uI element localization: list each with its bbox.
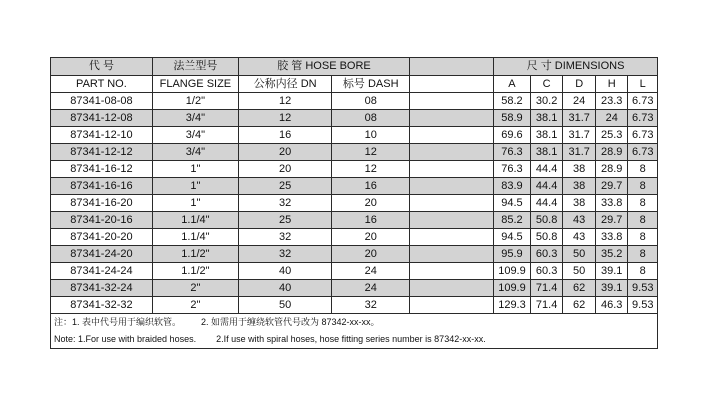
cell-h: 29.7 [595, 178, 628, 195]
cell-part: 87341-24-24 [51, 263, 153, 280]
row-spacer-cell [410, 297, 494, 314]
row-spacer-cell [410, 110, 494, 127]
cell-part: 87341-12-08 [51, 110, 153, 127]
header-flange-size: FLANGE SIZE [152, 76, 238, 93]
note-cn-1: 注：1. 表中代号用于编织软管。 [54, 317, 182, 327]
cell-c: 71.4 [530, 297, 563, 314]
cell-part: 87341-12-10 [51, 127, 153, 144]
cell-dash: 24 [332, 263, 410, 280]
cell-dn: 50 [238, 297, 331, 314]
row-spacer-cell [410, 263, 494, 280]
dimensions-table [50, 57, 658, 349]
cell-a: 69.6 [494, 127, 531, 144]
cell-flange: 1.1/2" [152, 246, 238, 263]
table-row [51, 263, 658, 280]
cell-dash: 08 [332, 93, 410, 110]
cell-h: 25.3 [595, 127, 628, 144]
cell-h: 39.1 [595, 280, 628, 297]
cell-c: 50.8 [530, 229, 563, 246]
note-cn-2: 2. 如需用于缠绕软管代号改为 87342-xx-xx。 [201, 317, 380, 327]
cell-flange: 3/4" [152, 144, 238, 161]
cell-a: 76.3 [494, 144, 531, 161]
cell-c: 30.2 [530, 93, 563, 110]
cell-part: 87341-20-20 [51, 229, 153, 246]
cell-dash: 20 [332, 195, 410, 212]
table-body [51, 93, 658, 314]
header-row-2 [51, 76, 658, 93]
cell-d: 62 [563, 280, 596, 297]
cell-c: 44.4 [530, 195, 563, 212]
header-code-cn: 代 号 [51, 58, 153, 76]
cell-flange: 1" [152, 178, 238, 195]
row-spacer-cell [410, 212, 494, 229]
cell-flange: 1.1/4" [152, 229, 238, 246]
cell-dn: 25 [238, 212, 331, 229]
cell-l: 8 [628, 178, 658, 195]
cell-l: 6.73 [628, 127, 658, 144]
cell-flange: 2" [152, 297, 238, 314]
cell-dn: 32 [238, 229, 331, 246]
cell-flange: 1.1/4" [152, 212, 238, 229]
cell-h: 23.3 [595, 93, 628, 110]
cell-a: 129.3 [494, 297, 531, 314]
cell-flange: 1.1/2" [152, 263, 238, 280]
cell-dn: 12 [238, 110, 331, 127]
cell-dn: 20 [238, 161, 331, 178]
table-row [51, 246, 658, 263]
cell-h: 46.3 [595, 297, 628, 314]
header-h: H [595, 76, 628, 93]
cell-flange: 1" [152, 161, 238, 178]
header-dimensions: 尺 寸 DIMENSIONS [494, 58, 658, 76]
cell-l: 8 [628, 246, 658, 263]
header-row-1 [51, 58, 658, 76]
cell-c: 60.3 [530, 263, 563, 280]
cell-h: 24 [595, 110, 628, 127]
table-row [51, 144, 658, 161]
table-row [51, 212, 658, 229]
table-row [51, 110, 658, 127]
cell-l: 9.53 [628, 280, 658, 297]
cell-c: 44.4 [530, 161, 563, 178]
table-row [51, 195, 658, 212]
cell-dash: 08 [332, 110, 410, 127]
table-row [51, 178, 658, 195]
cell-h: 33.8 [595, 195, 628, 212]
header-spacer [410, 76, 494, 93]
cell-l: 8 [628, 263, 658, 280]
header-c: C [530, 76, 563, 93]
note-cn [51, 314, 658, 332]
table-row [51, 161, 658, 178]
row-spacer-cell [410, 144, 494, 161]
cell-l: 8 [628, 212, 658, 229]
table-row [51, 229, 658, 246]
cell-c: 50.8 [530, 212, 563, 229]
cell-h: 29.7 [595, 212, 628, 229]
cell-a: 58.9 [494, 110, 531, 127]
cell-dash: 16 [332, 212, 410, 229]
row-spacer-cell [410, 246, 494, 263]
cell-flange: 3/4" [152, 110, 238, 127]
cell-l: 8 [628, 161, 658, 178]
cell-d: 24 [563, 93, 596, 110]
header-l: L [628, 76, 658, 93]
cell-dash: 16 [332, 178, 410, 195]
cell-part: 87341-32-24 [51, 280, 153, 297]
cell-dn: 40 [238, 280, 331, 297]
note-en-1: Note: 1.For use with braided hoses. [54, 334, 197, 344]
row-spacer-cell [410, 195, 494, 212]
cell-flange: 1" [152, 195, 238, 212]
cell-part: 87341-16-12 [51, 161, 153, 178]
row-spacer-cell [410, 280, 494, 297]
cell-dn: 20 [238, 144, 331, 161]
cell-dn: 40 [238, 263, 331, 280]
table-row [51, 297, 658, 314]
cell-a: 109.9 [494, 280, 531, 297]
header-spacer [410, 58, 494, 76]
cell-flange: 2" [152, 280, 238, 297]
note-row-en [51, 331, 658, 349]
cell-c: 38.1 [530, 144, 563, 161]
cell-d: 50 [563, 263, 596, 280]
header-a: A [494, 76, 531, 93]
cell-d: 43 [563, 229, 596, 246]
cell-dash: 20 [332, 246, 410, 263]
cell-d: 62 [563, 297, 596, 314]
cell-dash: 24 [332, 280, 410, 297]
table-notes [51, 314, 658, 349]
cell-c: 60.3 [530, 246, 563, 263]
header-d: D [563, 76, 596, 93]
cell-d: 31.7 [563, 144, 596, 161]
cell-d: 31.7 [563, 127, 596, 144]
table-row [51, 127, 658, 144]
row-spacer-cell [410, 161, 494, 178]
cell-dash: 32 [332, 297, 410, 314]
cell-d: 38 [563, 178, 596, 195]
cell-flange: 3/4" [152, 127, 238, 144]
cell-part: 87341-08-08 [51, 93, 153, 110]
cell-part: 87341-20-16 [51, 212, 153, 229]
row-spacer-cell [410, 93, 494, 110]
cell-h: 33.8 [595, 229, 628, 246]
cell-dash: 12 [332, 161, 410, 178]
cell-dash: 20 [332, 229, 410, 246]
table-row [51, 93, 658, 110]
cell-c: 38.1 [530, 110, 563, 127]
cell-part: 87341-12-12 [51, 144, 153, 161]
cell-part: 87341-16-20 [51, 195, 153, 212]
header-flange-cn: 法兰型号 [152, 58, 238, 76]
cell-l: 6.73 [628, 110, 658, 127]
header-part-no: PART NO. [51, 76, 153, 93]
cell-h: 39.1 [595, 263, 628, 280]
cell-dn: 25 [238, 178, 331, 195]
row-spacer-cell [410, 178, 494, 195]
cell-d: 31.7 [563, 110, 596, 127]
cell-a: 76.3 [494, 161, 531, 178]
cell-a: 58.2 [494, 93, 531, 110]
cell-h: 35.2 [595, 246, 628, 263]
header-dash: 标号 DASH [332, 76, 410, 93]
note-row-cn [51, 314, 658, 332]
cell-d: 38 [563, 195, 596, 212]
cell-l: 6.73 [628, 144, 658, 161]
cell-dn: 12 [238, 93, 331, 110]
header-dn: 公称内径 DN [238, 76, 331, 93]
note-en-2: 2.If use with spiral hoses, hose fitting series number is 87342-xx-xx. [216, 334, 486, 344]
cell-a: 83.9 [494, 178, 531, 195]
cell-dn: 32 [238, 195, 331, 212]
header-hose-bore: 胶 管 HOSE BORE [238, 58, 409, 76]
cell-dn: 32 [238, 246, 331, 263]
cell-l: 6.73 [628, 93, 658, 110]
cell-flange: 1/2" [152, 93, 238, 110]
cell-h: 28.9 [595, 144, 628, 161]
cell-h: 28.9 [595, 161, 628, 178]
cell-dn: 16 [238, 127, 331, 144]
cell-d: 38 [563, 161, 596, 178]
cell-a: 109.9 [494, 263, 531, 280]
cell-a: 85.2 [494, 212, 531, 229]
cell-a: 94.5 [494, 195, 531, 212]
cell-a: 94.5 [494, 229, 531, 246]
cell-part: 87341-16-16 [51, 178, 153, 195]
row-spacer-cell [410, 127, 494, 144]
cell-d: 50 [563, 246, 596, 263]
cell-c: 44.4 [530, 178, 563, 195]
table-header [51, 58, 658, 93]
cell-part: 87341-32-32 [51, 297, 153, 314]
cell-d: 43 [563, 212, 596, 229]
cell-c: 71.4 [530, 280, 563, 297]
cell-part: 87341-24-20 [51, 246, 153, 263]
cell-l: 8 [628, 229, 658, 246]
cell-dash: 12 [332, 144, 410, 161]
note-en [51, 331, 658, 349]
cell-l: 8 [628, 195, 658, 212]
table-row [51, 280, 658, 297]
cell-l: 9.53 [628, 297, 658, 314]
row-spacer-cell [410, 229, 494, 246]
cell-a: 95.9 [494, 246, 531, 263]
cell-dash: 10 [332, 127, 410, 144]
cell-c: 38.1 [530, 127, 563, 144]
